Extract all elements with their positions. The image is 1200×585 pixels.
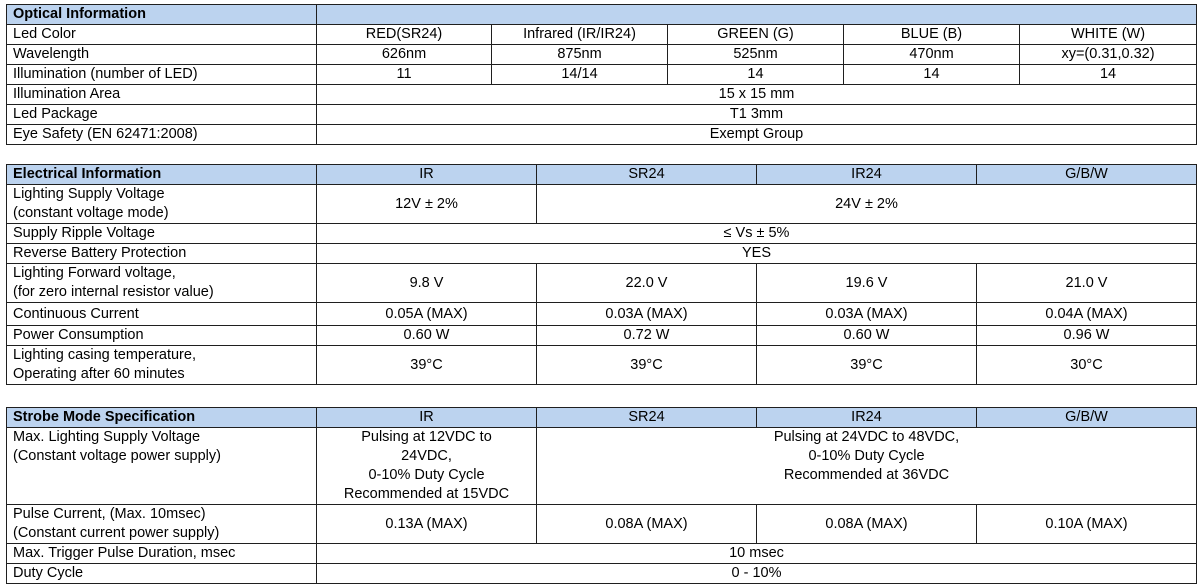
- cell: 0.03A (MAX): [537, 303, 757, 326]
- cell-line: Recommended at 36VDC: [783, 467, 950, 483]
- row-label-line: Lighting Forward voltage,: [13, 265, 176, 281]
- cell: 11: [317, 65, 492, 85]
- strobe-title: Strobe Mode Specification: [7, 408, 317, 428]
- cell-line: Pulsing at 12VDC to: [361, 429, 492, 445]
- electrical-title: Electrical Information: [7, 165, 317, 185]
- table-row: [7, 85, 1197, 105]
- cell: 21.0 V: [977, 264, 1197, 303]
- table-row: [7, 544, 1197, 564]
- cell: 22.0 V: [537, 264, 757, 303]
- cell: 0.10A (MAX): [977, 505, 1197, 544]
- cell: Infrared (IR/IR24): [492, 25, 668, 45]
- table-row: [7, 428, 1197, 505]
- table-row: [7, 264, 1197, 303]
- table-row: [7, 45, 1197, 65]
- row-label-line: Pulse Current, (Max. 10msec): [13, 506, 206, 522]
- electrical-table: [6, 164, 1197, 385]
- row-label: Eye Safety (EN 62471:2008): [7, 125, 317, 145]
- column-header: IR24: [757, 408, 977, 428]
- cell-line: Pulsing at 24VDC to 48VDC,: [773, 429, 960, 445]
- strobe-header-row: [7, 408, 1197, 428]
- cell: 0 - 10%: [317, 564, 1197, 584]
- row-label-line: (Constant current power supply): [13, 525, 220, 541]
- row-label: [7, 185, 317, 224]
- cell: [537, 428, 1197, 505]
- row-label: [7, 346, 317, 385]
- cell: RED(SR24): [317, 25, 492, 45]
- column-header: G/B/W: [977, 408, 1197, 428]
- row-label-line: Operating after 60 minutes: [13, 366, 185, 382]
- row-label: Reverse Battery Protection: [7, 244, 317, 264]
- optical-header-blank: [317, 5, 1197, 25]
- table-row: [7, 65, 1197, 85]
- row-label: [7, 505, 317, 544]
- cell: 12V ± 2%: [317, 185, 537, 224]
- cell: 525nm: [668, 45, 844, 65]
- cell: 10 msec: [317, 544, 1197, 564]
- row-label: Max. Trigger Pulse Duration, msec: [7, 544, 317, 564]
- table-row: [7, 346, 1197, 385]
- row-label: Led Color: [7, 25, 317, 45]
- cell: 0.03A (MAX): [757, 303, 977, 326]
- cell: T1 3mm: [317, 105, 1197, 125]
- table-row: [7, 564, 1197, 584]
- row-label: Illumination Area: [7, 85, 317, 105]
- cell: 0.72 W: [537, 326, 757, 346]
- optical-table: [6, 4, 1197, 145]
- row-label-line: (for zero internal resistor value): [13, 284, 214, 300]
- cell: 14: [668, 65, 844, 85]
- column-header: SR24: [537, 165, 757, 185]
- row-label-line: Lighting casing temperature,: [13, 347, 196, 363]
- row-label: Power Consumption: [7, 326, 317, 346]
- cell: Exempt Group: [317, 125, 1197, 145]
- table-row: [7, 105, 1197, 125]
- cell: 14/14: [492, 65, 668, 85]
- row-label-line: Max. Lighting Supply Voltage: [13, 429, 201, 445]
- optical-header-row: [7, 5, 1197, 25]
- cell: xy=(0.31,0.32): [1020, 45, 1197, 65]
- row-label-line: (Constant voltage power supply): [13, 448, 221, 464]
- cell: 0.96 W: [977, 326, 1197, 346]
- cell: 470nm: [844, 45, 1020, 65]
- table-row: [7, 244, 1197, 264]
- cell: 39°C: [317, 346, 537, 385]
- cell: [317, 428, 537, 505]
- row-label-line: Lighting Supply Voltage: [13, 186, 165, 202]
- cell: WHITE (W): [1020, 25, 1197, 45]
- column-header: IR24: [757, 165, 977, 185]
- optical-title: Optical Information: [7, 5, 317, 25]
- cell: 30°C: [977, 346, 1197, 385]
- cell: 0.05A (MAX): [317, 303, 537, 326]
- cell: BLUE (B): [844, 25, 1020, 45]
- strobe-table: [6, 407, 1197, 584]
- table-row: [7, 125, 1197, 145]
- cell: ≤ Vs ± 5%: [317, 224, 1197, 244]
- row-label: [7, 264, 317, 303]
- column-header: SR24: [537, 408, 757, 428]
- cell: 626nm: [317, 45, 492, 65]
- cell: 39°C: [537, 346, 757, 385]
- cell: 0.13A (MAX): [317, 505, 537, 544]
- row-label: Continuous Current: [7, 303, 317, 326]
- row-label: [7, 428, 317, 505]
- cell: YES: [317, 244, 1197, 264]
- row-label-line: (constant voltage mode): [13, 205, 169, 221]
- column-header: IR: [317, 165, 537, 185]
- table-row: [7, 303, 1197, 326]
- cell-line: 24VDC,: [401, 448, 452, 464]
- table-row: [7, 25, 1197, 45]
- cell: 0.60 W: [757, 326, 977, 346]
- row-label: Duty Cycle: [7, 564, 317, 584]
- electrical-header-row: [7, 165, 1197, 185]
- cell: 0.60 W: [317, 326, 537, 346]
- table-row: [7, 185, 1197, 224]
- cell-line: 0-10% Duty Cycle: [368, 467, 485, 483]
- cell: 39°C: [757, 346, 977, 385]
- cell: 9.8 V: [317, 264, 537, 303]
- cell: 14: [844, 65, 1020, 85]
- cell-line: 0-10% Duty Cycle: [808, 448, 925, 464]
- column-header: G/B/W: [977, 165, 1197, 185]
- cell-line: Recommended at 15VDC: [343, 486, 510, 502]
- table-row: [7, 505, 1197, 544]
- cell: 15 x 15 mm: [317, 85, 1197, 105]
- column-header: IR: [317, 408, 537, 428]
- row-label: Supply Ripple Voltage: [7, 224, 317, 244]
- cell: 875nm: [492, 45, 668, 65]
- cell: 14: [1020, 65, 1197, 85]
- row-label: Illumination (number of LED): [7, 65, 317, 85]
- cell: 0.08A (MAX): [537, 505, 757, 544]
- table-row: [7, 326, 1197, 346]
- row-label: Wavelength: [7, 45, 317, 65]
- row-label: Led Package: [7, 105, 317, 125]
- cell: GREEN (G): [668, 25, 844, 45]
- table-row: [7, 224, 1197, 244]
- cell: 24V ± 2%: [537, 185, 1197, 224]
- cell: 0.04A (MAX): [977, 303, 1197, 326]
- cell: 0.08A (MAX): [757, 505, 977, 544]
- cell: 19.6 V: [757, 264, 977, 303]
